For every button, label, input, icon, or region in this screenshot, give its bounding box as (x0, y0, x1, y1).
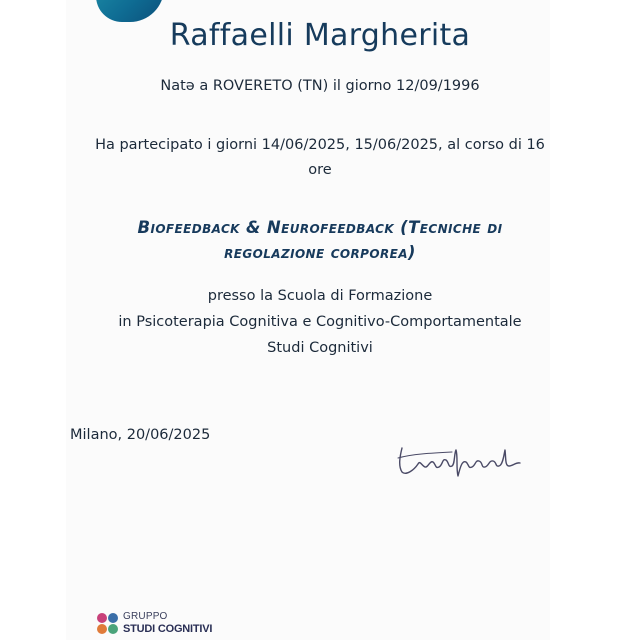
participation-text-line2: ore (308, 162, 332, 178)
course-title-line1: Biofeedback & Neurofeedback (Tecniche di (137, 218, 503, 237)
course-title-line2: regolazione corporea) (224, 243, 416, 262)
school-line2: in Psicoterapia Cognitiva e Cognitivo-Comportamentale (118, 314, 522, 330)
logo-text-gruppo: GRUPPO (123, 611, 168, 622)
participation-text-line1: Ha partecipato i giorni 14/06/2025, 15/06/2025, al corso di 16 (95, 137, 545, 153)
logo-text-studi-cognitivi: STUDI COGNITIVI (123, 623, 213, 635)
school-line3: Studi Cognitivi (267, 340, 373, 356)
studi-cognitivi-logo (96, 610, 236, 640)
handwritten-signature (392, 436, 528, 482)
birth-info: Natə a ROVERETO (TN) il giorno 12/09/1996 (160, 78, 480, 94)
recipient-name: Raffaelli Margherita (169, 18, 471, 53)
place-and-date: Milano, 20/06/2025 (70, 427, 211, 443)
logo-dots-icon (96, 612, 120, 636)
school-line1: presso la Scuola di Formazione (207, 288, 433, 304)
